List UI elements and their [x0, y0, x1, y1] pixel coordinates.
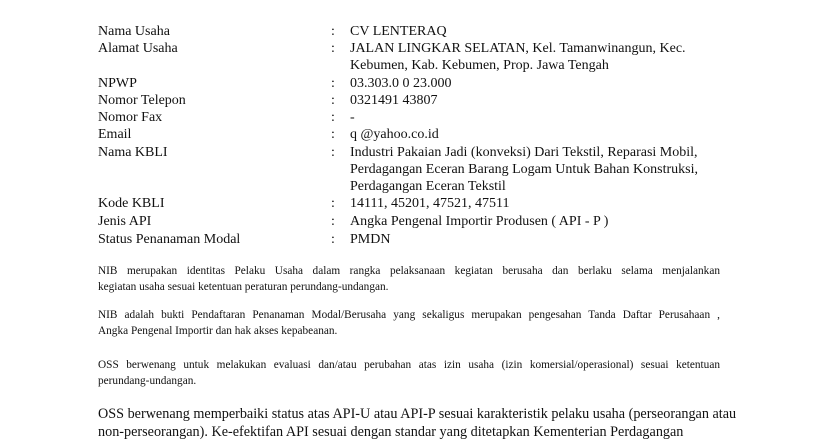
field-label: NPWP: [98, 76, 137, 91]
field-colon: :: [331, 76, 335, 91]
field-value-line: Angka Pengenal Importir Produsen ( API - P ): [350, 214, 609, 229]
field-label: Nama KBLI: [98, 145, 168, 160]
paragraph-line: NIB adalah bukti Pendaftaran Penanaman Modal/Berusaha yang sekaligus merupakan pengesahan Tanda Daftar Perusahaan ,: [98, 309, 720, 321]
field-label: Nomor Fax: [98, 110, 163, 125]
field-value-line: 14111, 45201, 47521, 47511: [350, 196, 510, 211]
paragraph-line: OSS berwenang untuk melakukan evaluasi dan/atau perubahan atas izin usaha (izin komersial/operasional) sesuai ketentuan: [98, 359, 720, 371]
field-value-line: Perdagangan Eceran Barang Logam Untuk Bahan Konstruksi,: [350, 162, 698, 177]
field-value: [350, 195, 509, 212]
paragraph-nib-identity: [98, 263, 720, 295]
field-value: [350, 40, 686, 74]
field-value: [350, 144, 698, 195]
paragraph-line: kegiatan usaha sesuai ketentuan peraturan perundang-undangan.: [98, 281, 389, 293]
field-colon: :: [331, 232, 335, 247]
field-colon: :: [331, 110, 335, 125]
field-value-line: 03.303.0 0 23.000: [350, 76, 452, 91]
paragraph-line: NIB merupakan identitas Pelaku Usaha dalam rangka pelaksanaan kegiatan berusaha dan berlaku selama menjalankan: [98, 265, 720, 277]
field-label: Status Penanaman Modal: [98, 232, 241, 247]
field-colon: :: [331, 196, 335, 211]
field-label: Email: [98, 127, 132, 142]
field-label: Kode KBLI: [98, 196, 165, 211]
field-value: [350, 213, 608, 230]
field-value: [350, 92, 438, 109]
field-value: [350, 75, 452, 92]
field-label: Jenis API: [98, 214, 152, 229]
field-colon: :: [331, 127, 335, 142]
field-value-line: JALAN LINGKAR SELATAN, Kel. Tamanwinangun, Kec.: [350, 41, 686, 56]
paragraph-oss-api-status: [98, 405, 737, 441]
field-colon: :: [331, 24, 335, 39]
field-label: Nama Usaha: [98, 24, 170, 39]
paragraph-nib-proof: [98, 307, 720, 339]
field-value-line: CV LENTERAQ: [350, 24, 447, 39]
field-colon: :: [331, 214, 335, 229]
paragraph-oss-evaluation: [98, 357, 720, 389]
field-value-line: 0321491 43807: [350, 93, 438, 108]
field-value-line: Industri Pakaian Jadi (konveksi) Dari Tekstil, Reparasi Mobil,: [350, 145, 698, 160]
paragraph-line: perundang-undangan.: [98, 375, 197, 387]
field-value-line: -: [350, 110, 355, 125]
field-label: Alamat Usaha: [98, 41, 178, 56]
field-value: [350, 23, 447, 40]
field-colon: :: [331, 41, 335, 56]
field-value-line: Kebumen, Kab. Kebumen, Prop. Jawa Tengah: [350, 58, 609, 73]
field-value-line: q @yahoo.co.id: [350, 127, 439, 142]
paragraph-line: OSS berwenang memperbaiki status atas API-U atau API-P sesuai karakteristik pelaku usaha (perseorangan atau: [98, 406, 737, 422]
field-value: [350, 109, 355, 126]
field-colon: :: [331, 145, 335, 160]
field-value-line: Perdagangan Eceran Tekstil: [350, 179, 506, 194]
field-value: [350, 126, 439, 143]
paragraph-line: Angka Pengenal Importir dan hak akses kepabeanan.: [98, 325, 338, 337]
field-label: Nomor Telepon: [98, 93, 186, 108]
field-value: [350, 231, 390, 248]
field-colon: :: [331, 93, 335, 108]
field-value-line: PMDN: [350, 232, 391, 247]
paragraph-line: non-perseorangan). Ke-efektifan API sesuai dengan standar yang ditetapkan Kementerian Perdagangan: [98, 424, 684, 440]
